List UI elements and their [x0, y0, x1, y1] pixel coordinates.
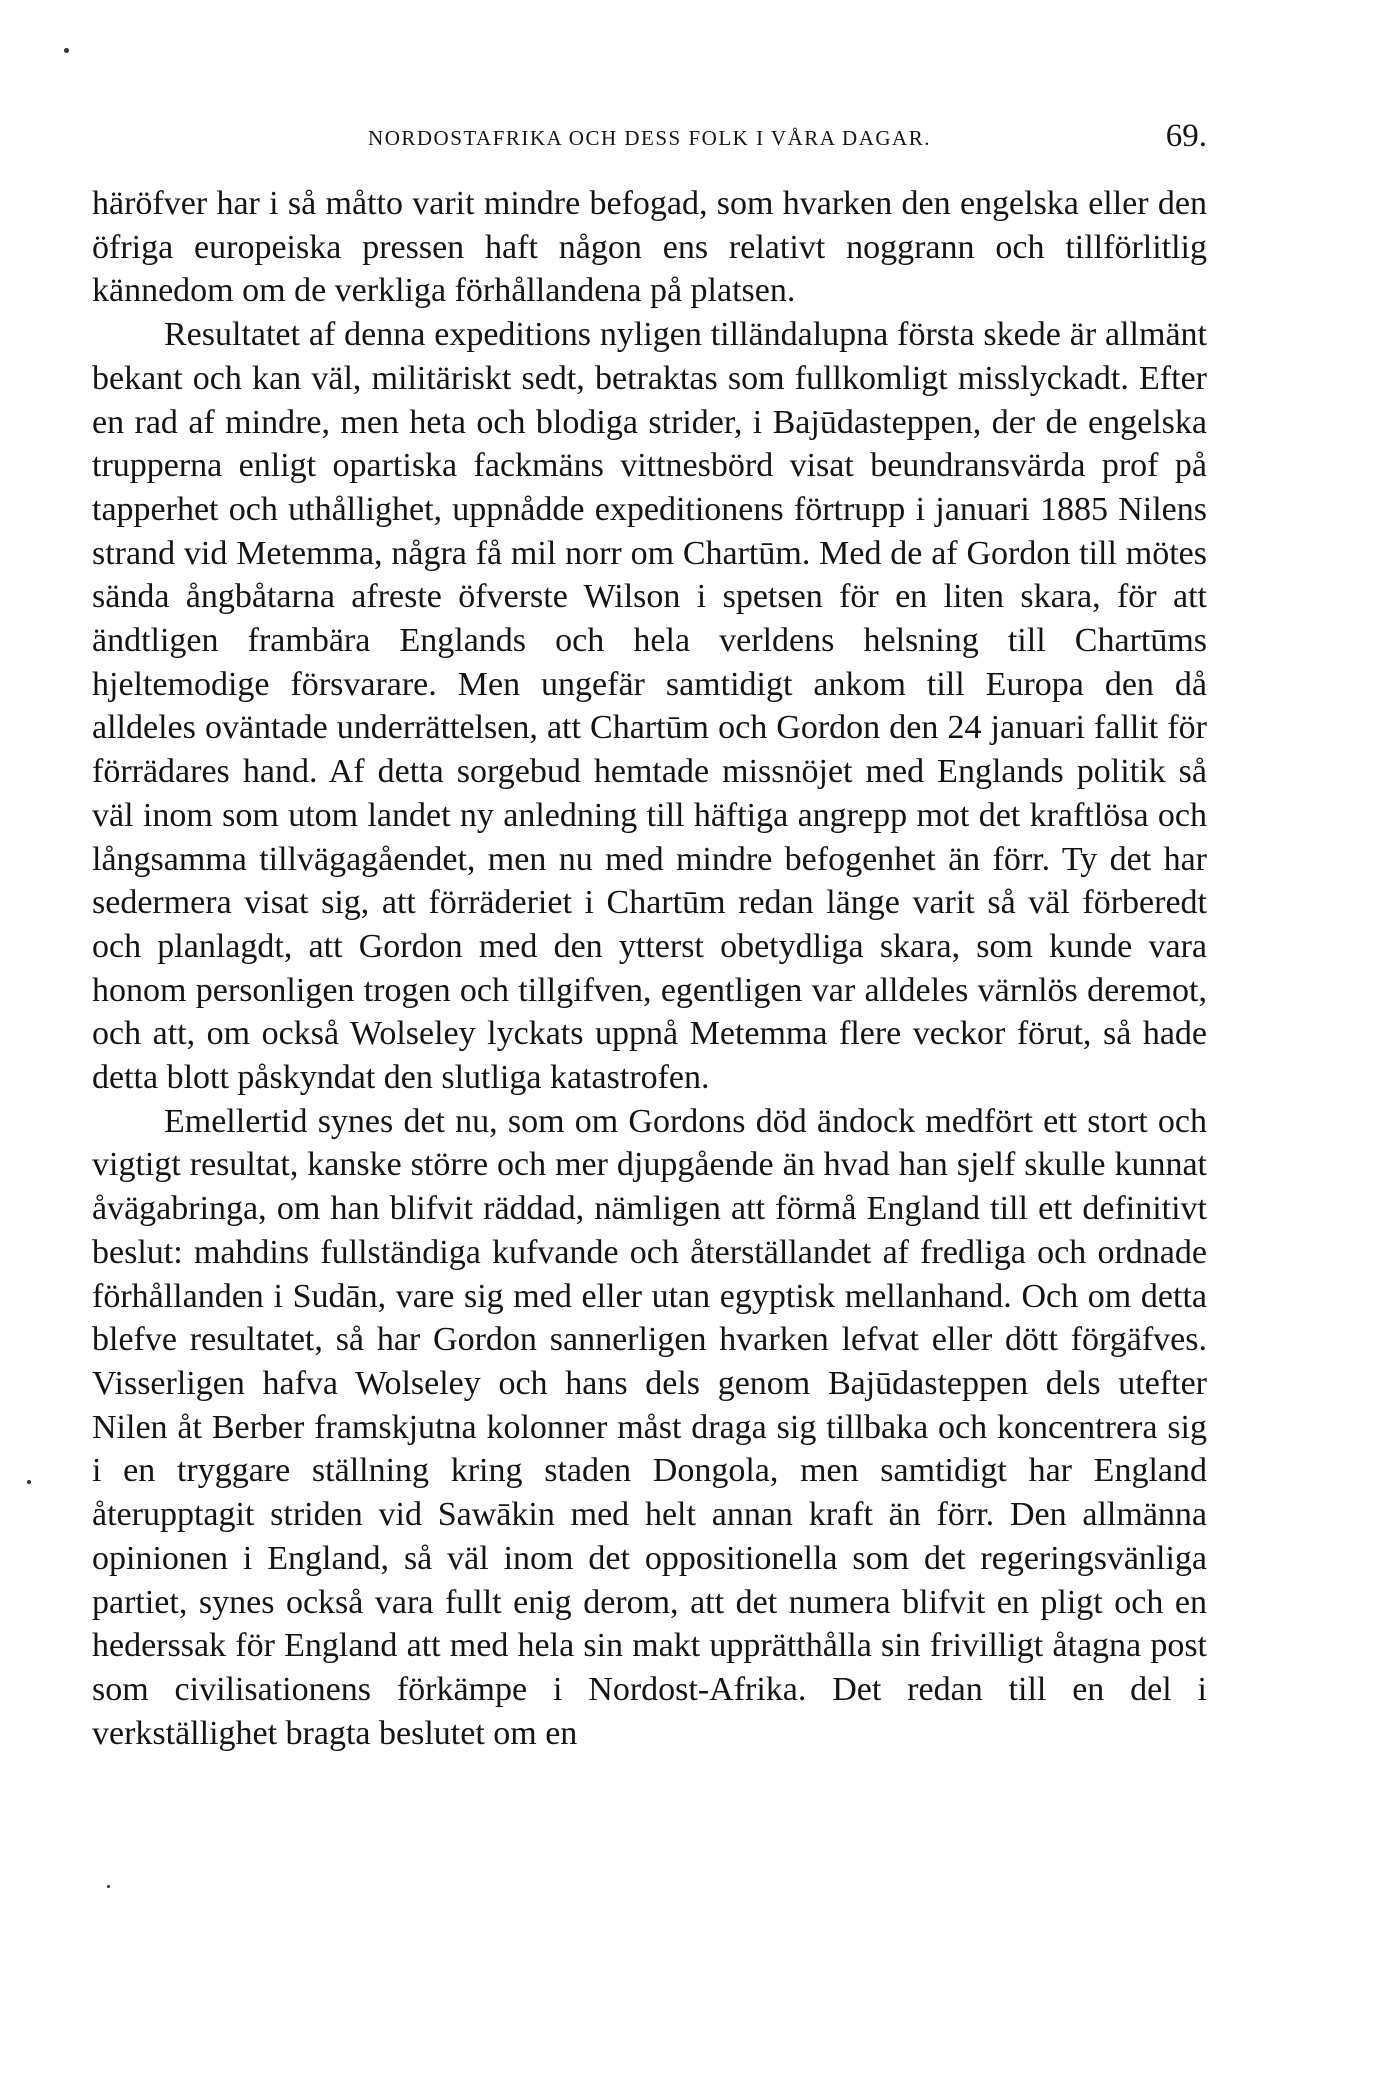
running-head: NORDOSTAFRIKA OCH DESS FOLK I VÅRA DAGAR. [368, 126, 931, 150]
book-page [92, 118, 1207, 1755]
print-speck [27, 1480, 31, 1484]
page-number: 69. [1165, 118, 1207, 154]
paragraph-continuation: häröfver har i så måtto varit mindre befogad, som hvarken den engelska eller den öfriga europeiska pressen haft någon ens relativt noggrann och tillförlitlig kännedom om de verkliga förhållandena på platsen. [92, 185, 1207, 310]
paragraph-gordon-death: Emellertid synes det nu, som om Gordons död ändock medfört ett stort och vigtigt resultat, kanske större och mer djupgående än hvad han sjelf skulle kunnat åvägabringa, om han blifvit räddad, nämligen att förmå England till ett definitivt beslut: mahdins fullständiga kufvande och återställandet af fredliga och ordnade förhållanden i Sudān, vare sig med eller utan egyptisk mellanhand. Och om detta blefve resultatet, så har Gordon sannerligen hvarken lefvat eller dött förgäfves. Visserligen hafva Wolseley och hans dels genom Bajūdasteppen dels utefter Nilen åt Berber framskjutna kolonner måst draga sig tillbaka och koncentrera sig i en tryggare ställning kring staden Dongola, men samtidigt har England återupptagit striden vid Sawākin med helt annan kraft än förr. Den allmänna opinionen i England, så väl inom det oppositionella som det regeringsvänliga partiet, synes också vara fullt enig derom, att det numera blifvit en pligt och en hederssak för England att med hela sin makt upprätthålla sin frivilligt åtagna post som civilisationens förkämpe i Nordost-Afrika. Det redan till en del i verkställighet bragta beslutet om en [92, 1102, 1207, 1752]
page-header [92, 118, 1207, 164]
print-speck [107, 1885, 110, 1888]
print-speck [64, 48, 69, 53]
body-text [92, 182, 1207, 1755]
paragraph-expedition-result: Resultatet af denna expeditions nyligen tilländalupna första skede är allmänt bekant och kan väl, militäriskt sedt, betraktas som fullkomligt misslyckadt. Efter en rad af mindre, men heta och blodiga strider, i Bajūdasteppen, der de engelska trupperna enligt opartiska fackmäns vittnesbörd visat beundransvärda prof på tapperhet och uthållighet, uppnådde expeditionens förtrupp i januari 1885 Nilens strand vid Metemma, några få mil norr om Chartūm. Med de af Gordon till mötes sända ångbåtarna afreste öfverste Wilson i spetsen för en liten skara, för att ändtligen frambära Englands och hela verldens helsning till Chartūms hjeltemodige försvarare. Men ungefär samtidigt ankom till Europa den då alldeles oväntade underrättelsen, att Chartūm och Gordon den 24 januari fallit för förrädares hand. Af detta sorgebud hemtade missnöjet med Englands politik så väl inom som utom landet ny anledning till häftiga angrepp mot det kraftlösa och långsamma tillvägagåendet, men nu med mindre befogenhet än förr. Ty det har sedermera visat sig, att förräderiet i Chartūm redan länge varit så väl förberedt och planlagdt, att Gordon med den ytterst obetydliga skara, som kunde vara honom personligen trogen och tillgifven, egentligen var alldeles värnlös deremot, och att, om också Wolseley lyckats uppnå Metemma flere veckor förut, så hade detta blott påskyndat den slutliga katastrofen. [92, 316, 1207, 1097]
